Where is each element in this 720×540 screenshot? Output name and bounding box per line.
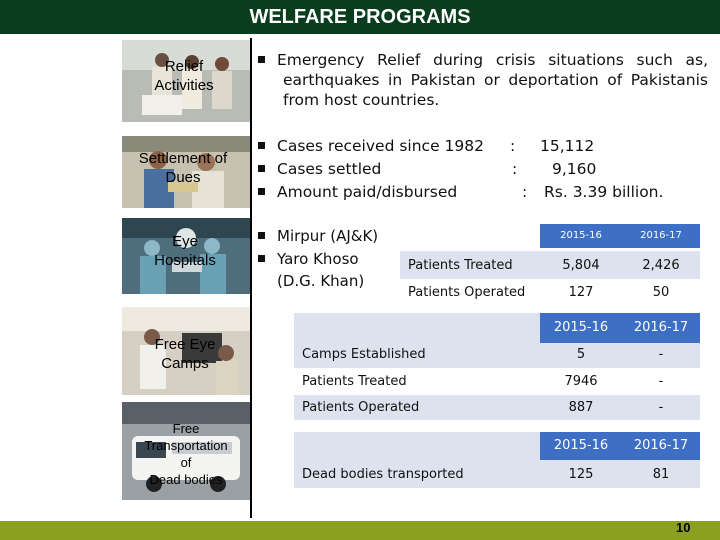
- page-title: WELFARE PROGRAMS: [249, 6, 471, 28]
- bullet-icon: [258, 56, 265, 63]
- footer-bar: [0, 521, 720, 540]
- eye-hospitals-label: Eye Hospitals: [154, 233, 216, 269]
- settlement-row: Cases received since 1982: [258, 137, 484, 155]
- hospital-item: Mirpur (AJ&K): [258, 227, 378, 245]
- bullet-icon: [258, 188, 265, 195]
- relief-description: Emergency Relief during crisis situations such as, earthquakes in Pakistan or deportation of Pakistanis from host countries.: [258, 50, 708, 110]
- page-number: 10: [676, 520, 691, 535]
- relief-label: Relief Activities: [154, 58, 214, 94]
- bullet-icon: [258, 232, 265, 239]
- bullet-icon: [258, 165, 265, 172]
- hospital-item: Yaro Khoso: [258, 250, 359, 268]
- settlement-row: Amount paid/disbursed: [258, 183, 457, 201]
- bullet-icon: [258, 142, 265, 149]
- settlement-row: Cases settled: [258, 160, 381, 178]
- vertical-divider: [250, 38, 252, 518]
- settlement-label: Settlement of Dues: [138, 150, 228, 186]
- transport-label: Free Transportation of Dead bodies: [144, 421, 228, 487]
- bullet-icon: [258, 255, 265, 262]
- eye-camps-label: Free Eye Camps: [154, 336, 216, 372]
- table-row: Patients Treated: [302, 374, 407, 389]
